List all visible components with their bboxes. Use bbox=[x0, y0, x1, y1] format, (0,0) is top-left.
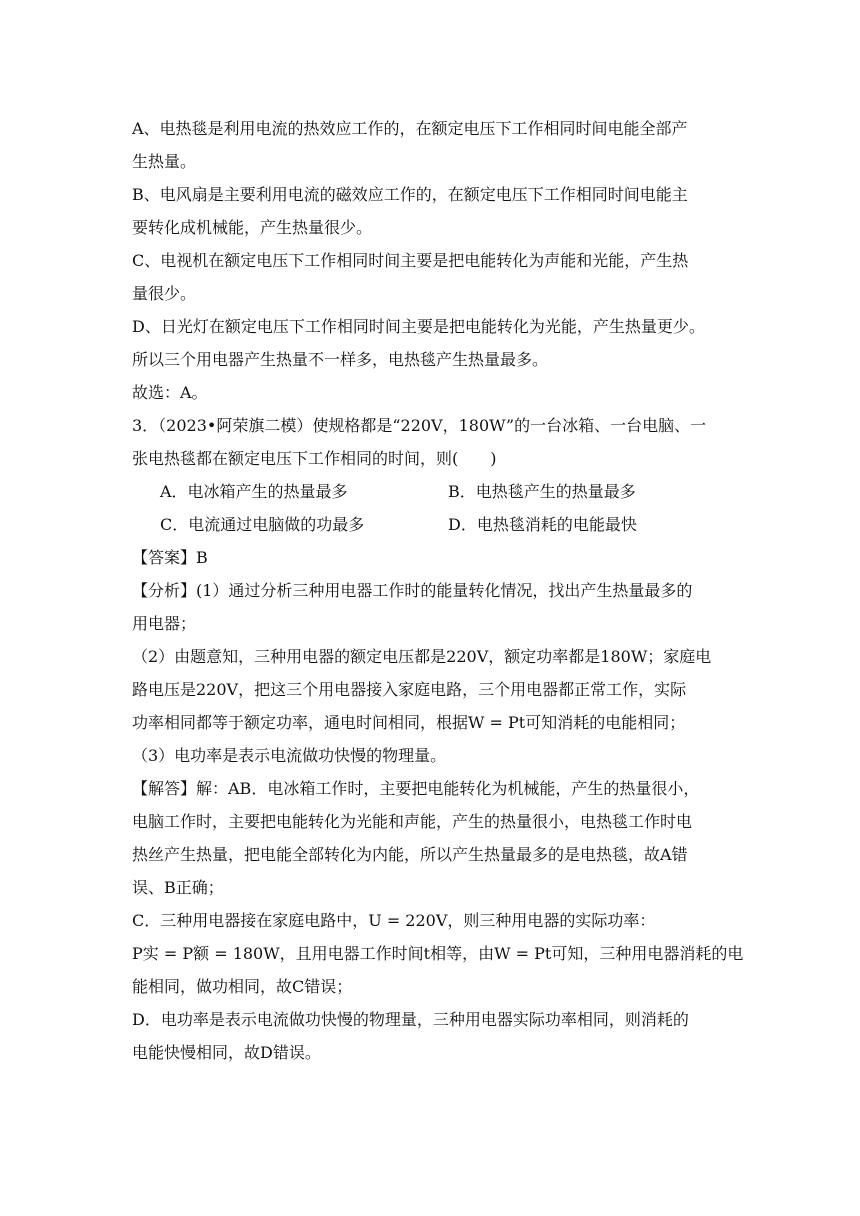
explanation-line: 量很少。 bbox=[132, 284, 197, 303]
solution-line: C．三种用电器接在家庭电路中，U = 220V，则三种用电器的实际功率： bbox=[132, 911, 656, 930]
answer-line: 【答案】B bbox=[132, 548, 208, 567]
option-a: A．电冰箱产生的热量最多 bbox=[160, 482, 348, 501]
explanation-line: C、电视机在额定电压下工作相同时间主要是把电能转化为声能和光能，产生热 bbox=[132, 251, 689, 270]
explanation-line: A、电热毯是利用电流的热效应工作的，在额定电压下工作相同时间电能全部产 bbox=[132, 119, 688, 138]
explanation-line: D、日光灯在额定电压下工作相同时间主要是把电能转化为光能，产生热量更少。 bbox=[132, 317, 705, 336]
explanation-line: 生热量。 bbox=[132, 152, 197, 171]
analysis-line: （3）电功率是表示电流做功快慢的物理量。 bbox=[132, 746, 447, 765]
explanation-line: 要转化成机械能，产生热量很少。 bbox=[132, 218, 373, 237]
analysis-line: 【分析】(1）通过分析三种用电器工作时的能量转化情况，找出产生热量最多的 bbox=[132, 581, 693, 600]
solution-line: 电能快慢相同，故D错误。 bbox=[132, 1043, 321, 1062]
document-content bbox=[132, 112, 744, 1069]
question-stem-line: 3．（2023•阿荣旗二模）使规格都是“220V，180W”的一台冰箱、一台电脑、一 bbox=[132, 416, 707, 435]
conclusion-line: 故选：A。 bbox=[132, 383, 208, 402]
explanation-line: 所以三个用电器产生热量不一样多，电热毯产生热量最多。 bbox=[132, 350, 549, 369]
solution-line: 热丝产生热量，把电能全部转化为内能，所以产生热量最多的是电热毯，故A错 bbox=[132, 845, 688, 864]
solution-line: D．电功率是表示电流做功快慢的物理量，三种用电器实际功率相同，则消耗的 bbox=[132, 1010, 689, 1029]
solution-line: 【解答】解：AB．电冰箱工作时，主要把电能转化为机械能，产生的热量很小， bbox=[132, 779, 700, 798]
options-row bbox=[132, 508, 732, 541]
analysis-line: 功率相同都等于额定功率，通电时间相同，根据W = Pt可知消耗的电能相同； bbox=[132, 713, 686, 732]
option-c: C．电流通过电脑做的功最多 bbox=[160, 515, 365, 534]
solution-line: 能相同，做功相同，故C错误； bbox=[132, 977, 353, 996]
question-stem-line: 张电热毯都在额定电压下工作相同的时间，则( ) bbox=[132, 449, 497, 468]
option-b: B．电热毯产生的热量最多 bbox=[448, 482, 636, 501]
solution-line: 误、B正确； bbox=[132, 878, 224, 897]
solution-line: 电脑工作时，主要把电能转化为光能和声能，产生的热量很小，电热毯工作时电 bbox=[132, 812, 693, 831]
option-d: D．电热毯消耗的电能最快 bbox=[448, 515, 637, 534]
analysis-line: 路电压是220V，把这三个用电器接入家庭电路，三个用电器都正常工作，实际 bbox=[132, 680, 687, 699]
options-row bbox=[132, 475, 732, 508]
analysis-line: 用电器； bbox=[132, 614, 197, 633]
solution-line: P实 = P额 = 180W，且用电器工作时间t相等，由W = Pt可知，三种用电器消耗的电 bbox=[132, 944, 744, 963]
explanation-line: B、电风扇是主要利用电流的磁效应工作的，在额定电压下工作相同时间电能主 bbox=[132, 185, 688, 204]
analysis-line: （2）由题意知，三种用电器的额定电压都是220V，额定功率都是180W；家庭电 bbox=[132, 647, 712, 666]
